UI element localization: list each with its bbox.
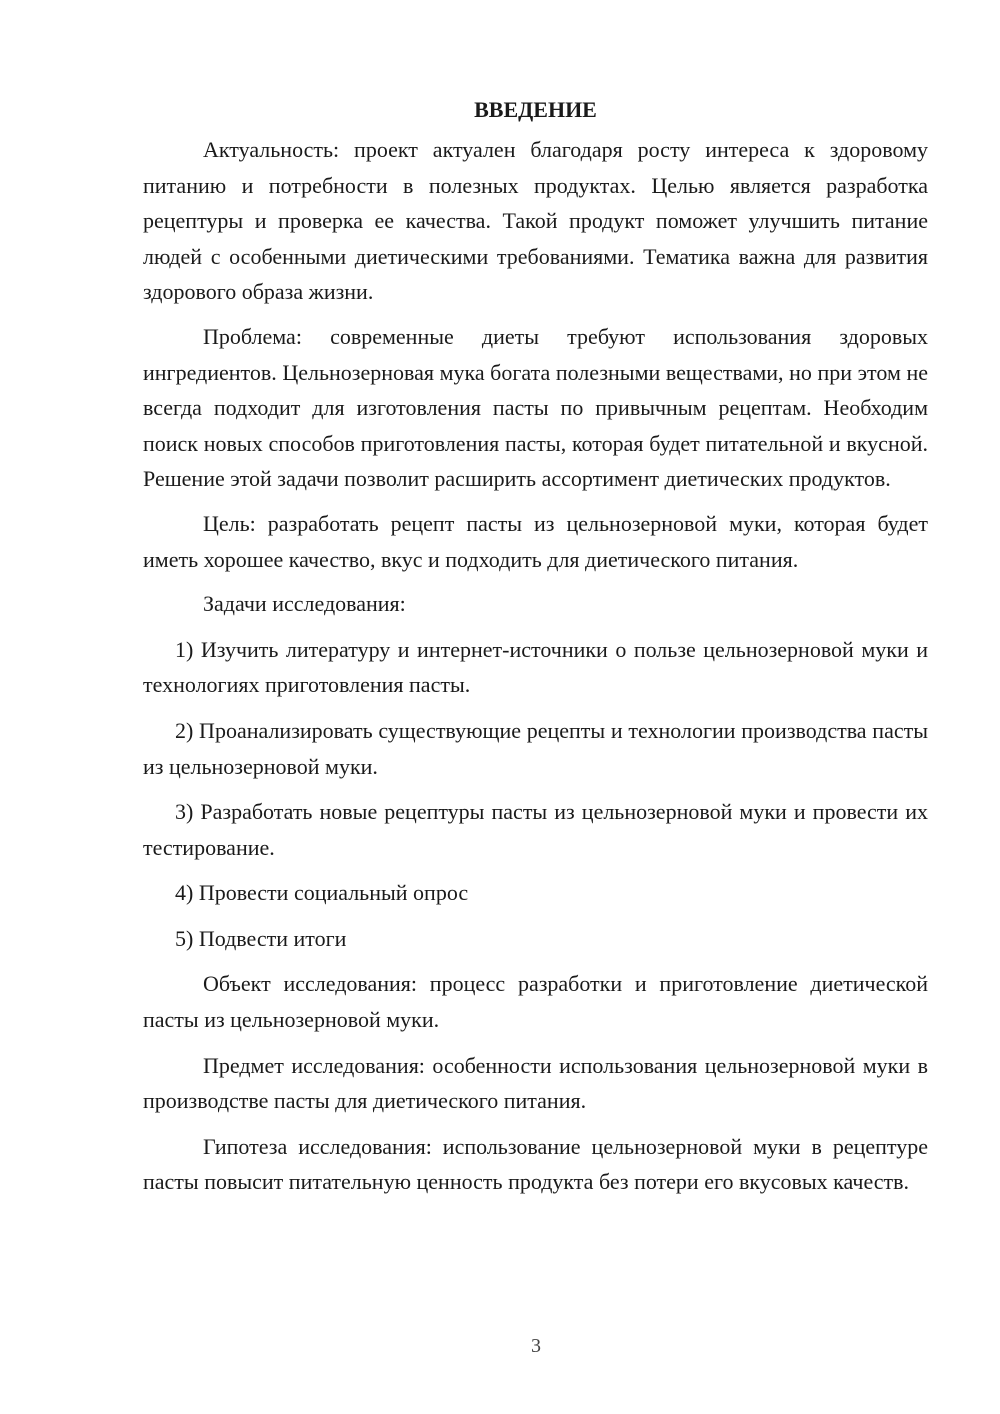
section-title: ВВЕДЕНИЕ bbox=[474, 97, 597, 122]
task-item-4: 4) Провести социальный опрос bbox=[175, 880, 469, 906]
task-item-1: 1) Изучить литературу и интернет-источники о пользе цельнозерновой муки и технологиях приготовления пасты. bbox=[143, 636, 928, 698]
paragraph-relevance: Актуальность: проект актуален благодаря росту интереса к здоровому питанию и потребности в полезных продуктах. Целью является разработка рецептуры и проверка ее качества. Такой продукт поможет улучшить питание людей с особенными диетическими требованиями. Тематика важна для развития здорового образа жизни. bbox=[143, 137, 928, 305]
task-item-2: 2) Проанализировать существующие рецепты и технологии производства пасты из цельнозерновой муки. bbox=[143, 717, 928, 779]
paragraph-goal: Цель: разработать рецепт пасты из цельнозерновой муки, которая будет иметь хорошее качество, вкус и подходить для диетического питания. bbox=[143, 510, 928, 572]
paragraph-hypothesis: Гипотеза исследования: использование цельнозерновой муки в рецептуре пасты повысит питательную ценность продукта без потери его вкусовых качеств. bbox=[143, 1133, 928, 1195]
paragraph-problem: Проблема: современные диеты требуют использования здоровых ингредиентов. Цельнозерновая мука богата полезными веществами, но при этом не всегда подходит для изготовления пасты по привычным рецептам. Необходим поиск новых способов приготовления пасты, которая будет питательной и вкусной. Решение этой задачи позволит расширить ассортимент диетических продуктов. bbox=[143, 323, 928, 492]
document-page bbox=[143, 92, 928, 1200]
task-item-3: 3) Разработать новые рецептуры пасты из цельнозерновой муки и провести их тестирование. bbox=[143, 799, 928, 860]
paragraph-subject: Предмет исследования: особенности использования цельнозерновой муки в производстве пасты для диетического питания. bbox=[143, 1052, 928, 1114]
task-item-5: 5) Подвести итоги bbox=[175, 925, 347, 951]
paragraph-object: Объект исследования: процесс разработки и приготовление диетической пасты из цельнозерновой муки. bbox=[143, 971, 928, 1033]
paragraph-tasks-heading: Задачи исследования: bbox=[203, 591, 406, 617]
page-number: 3 bbox=[531, 1335, 541, 1357]
